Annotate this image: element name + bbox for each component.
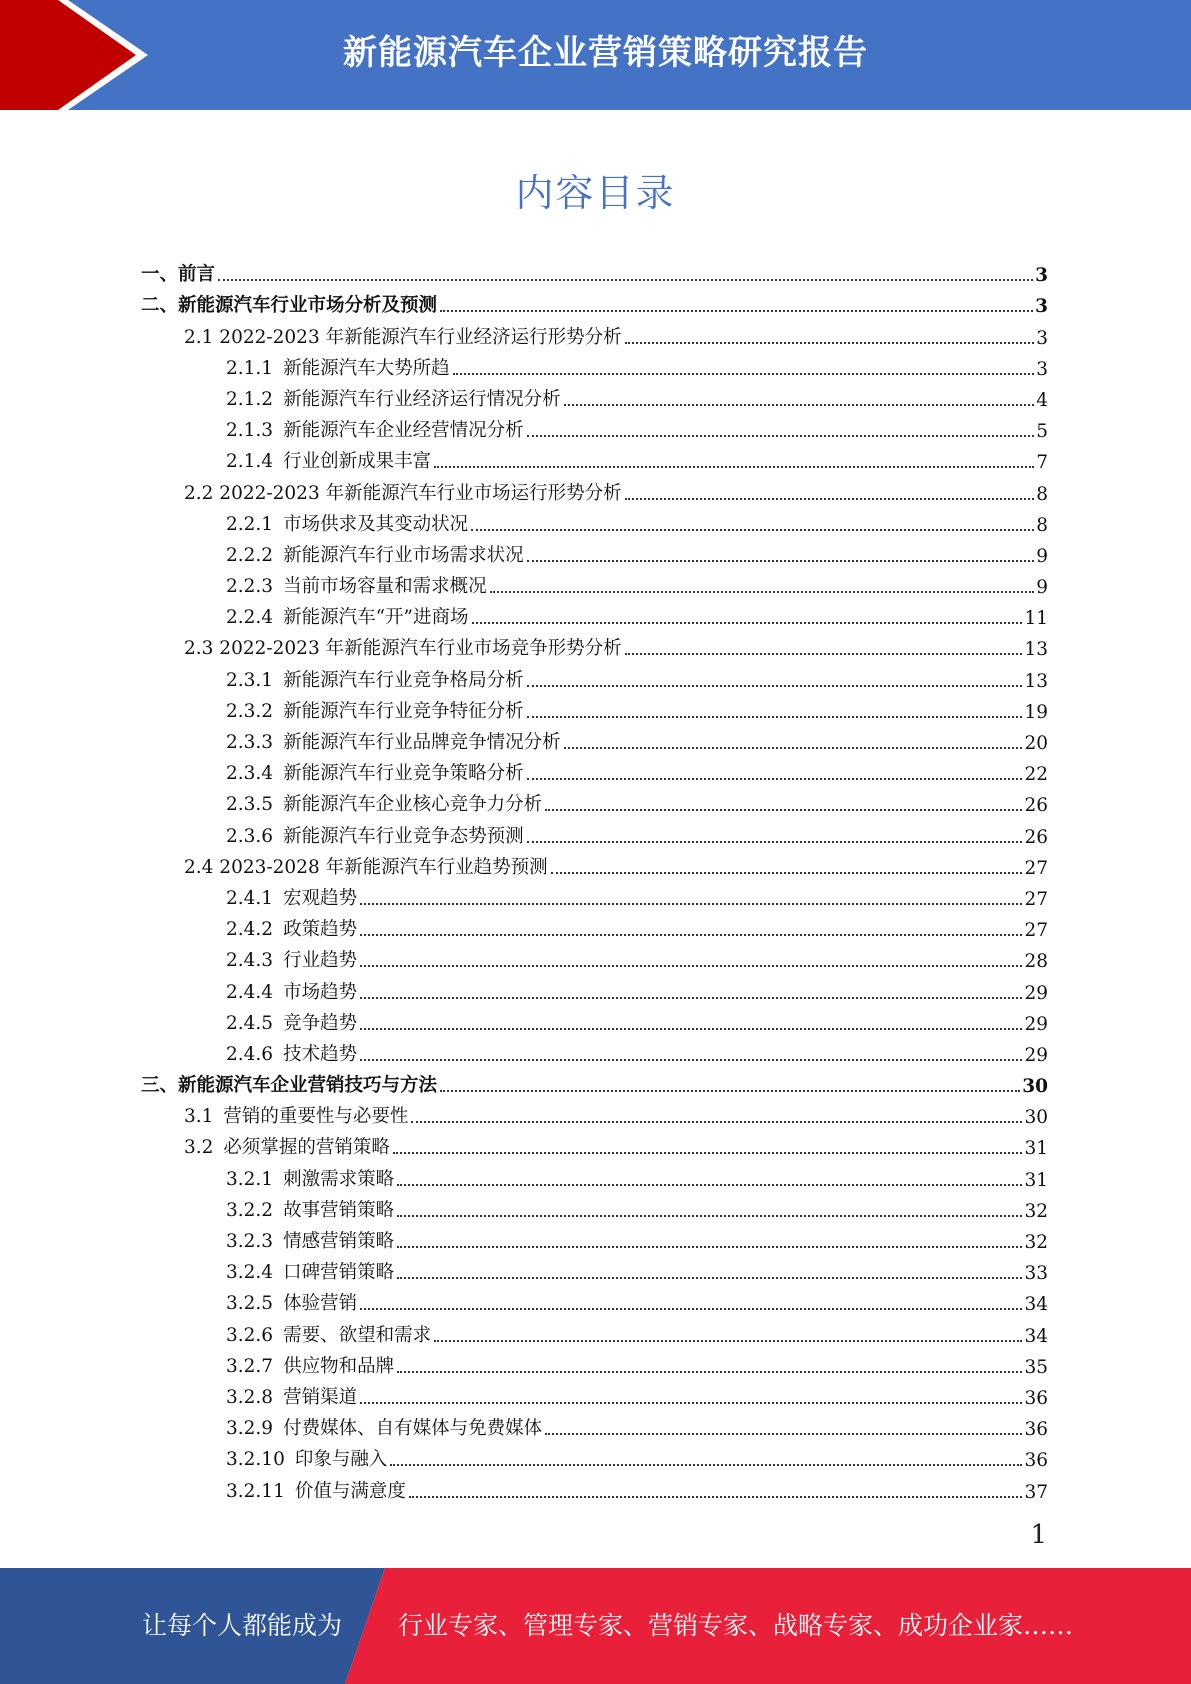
toc-entry-title bbox=[184, 479, 622, 505]
toc-entry[interactable] bbox=[141, 629, 1048, 660]
toc-entry[interactable] bbox=[141, 1471, 1048, 1502]
toc-entry-page: 31 bbox=[1024, 1169, 1048, 1191]
toc-entry-title bbox=[226, 1258, 394, 1284]
toc-entry-number: 2.4.6 bbox=[226, 1043, 274, 1065]
toc-entry-title bbox=[226, 1227, 394, 1253]
toc-entry-page: 3 bbox=[1036, 327, 1048, 349]
toc-entry-text: 2.2 2022-2023 年新能源汽车行业市场运行形势分析 bbox=[184, 482, 622, 504]
toc-entry-page: 27 bbox=[1024, 920, 1048, 942]
toc-dot-leader bbox=[360, 1059, 1022, 1061]
toc-dot-leader bbox=[393, 1152, 1023, 1154]
toc-entry-text: 新能源汽车行业经济运行情况分析 bbox=[283, 388, 561, 410]
toc-entry-title bbox=[226, 1165, 394, 1191]
toc-entry-page: 31 bbox=[1024, 1138, 1048, 1160]
toc-entry-title bbox=[141, 1071, 437, 1097]
toc-dot-leader bbox=[527, 435, 1035, 437]
toc-entry[interactable] bbox=[141, 1159, 1048, 1190]
footer-slogan-left: 让每个人都能成为 bbox=[142, 1611, 343, 1640]
toc-entry-text: 新能源汽车行业竞争态势预测 bbox=[283, 825, 524, 847]
toc-entry[interactable] bbox=[141, 411, 1048, 442]
toc-entry-number: 2.3.6 bbox=[226, 825, 274, 847]
toc-entry-title bbox=[226, 510, 468, 536]
toc-entry-title bbox=[226, 572, 487, 598]
toc-entry-text: 2.4 2023-2028 年新能源汽车行业趋势预测 bbox=[184, 856, 548, 878]
toc-dot-leader bbox=[360, 934, 1022, 936]
toc-entry-page: 26 bbox=[1024, 795, 1048, 817]
toc-entry-number: 3.2.10 bbox=[226, 1449, 285, 1471]
toc-entry-title bbox=[184, 323, 622, 349]
toc-entry[interactable] bbox=[141, 473, 1048, 504]
toc-entry-page: 29 bbox=[1024, 1044, 1048, 1066]
toc-dot-leader bbox=[411, 1121, 1022, 1123]
toc-entry-text: 技术趋势 bbox=[283, 1043, 358, 1065]
toc-entry-page: 30 bbox=[1022, 1076, 1048, 1098]
toc-entry-title bbox=[226, 603, 469, 629]
toc-entry-title bbox=[226, 759, 524, 785]
toc-entry-text: 三、新能源汽车企业营销技巧与方法 bbox=[141, 1075, 438, 1097]
toc-entry-number: 3.2.7 bbox=[226, 1355, 274, 1377]
toc-entry-text: 当前市场容量和需求概况 bbox=[283, 576, 487, 598]
toc-dot-leader bbox=[397, 1184, 1022, 1186]
toc-entry-title bbox=[226, 1477, 406, 1503]
toc-entry[interactable] bbox=[141, 1347, 1048, 1378]
toc-dot-leader bbox=[360, 1028, 1022, 1030]
toc-entry-text: 一、前言 bbox=[141, 264, 216, 286]
toc-heading: 内容目录 bbox=[515, 171, 676, 215]
toc-entry-page: 8 bbox=[1036, 483, 1048, 505]
toc-dot-leader bbox=[360, 997, 1022, 999]
toc-dot-leader bbox=[440, 1090, 1020, 1092]
toc-entry-number: 2.1.3 bbox=[226, 420, 274, 442]
toc-entry-page: 8 bbox=[1036, 514, 1048, 536]
toc-dot-leader bbox=[434, 1340, 1022, 1342]
toc-entry-text: 体验营销 bbox=[283, 1293, 358, 1315]
toc-entry-page: 19 bbox=[1024, 701, 1048, 723]
toc-entry-title bbox=[226, 946, 357, 972]
toc-entry-title bbox=[184, 634, 622, 660]
toc-entry[interactable] bbox=[141, 816, 1048, 847]
toc-entry-number: 2.2.1 bbox=[226, 513, 274, 535]
toc-dot-leader bbox=[390, 1464, 1022, 1466]
toc-dot-leader bbox=[360, 965, 1022, 967]
toc-entry-title bbox=[226, 1009, 357, 1035]
toc-dot-leader bbox=[409, 1496, 1023, 1498]
toc-entry-text: 情感营销策略 bbox=[283, 1231, 395, 1252]
toc-entry-text: 口碑营销策略 bbox=[283, 1262, 395, 1284]
toc-entry-text: 印象与融入 bbox=[294, 1449, 388, 1471]
toc-dot-leader bbox=[397, 1215, 1022, 1217]
toc-dot-leader bbox=[397, 1246, 1022, 1248]
toc-entry-page: 28 bbox=[1024, 951, 1048, 973]
toc-dot-leader bbox=[625, 653, 1023, 655]
toc-entry-text: 2.1 2022-2023 年新能源汽车行业经济运行形势分析 bbox=[184, 326, 622, 348]
toc-entry-number: 2.3.4 bbox=[226, 763, 274, 785]
toc-entry-title bbox=[226, 822, 524, 848]
toc-dot-leader bbox=[360, 1402, 1022, 1404]
toc-entry-title bbox=[226, 1414, 542, 1440]
toc-entry-page: 26 bbox=[1024, 826, 1048, 848]
toc-entry-text: 行业趋势 bbox=[283, 950, 358, 972]
toc-entry-page: 3 bbox=[1036, 358, 1048, 380]
toc-entry-text: 市场趋势 bbox=[283, 981, 358, 1003]
toc-entry-title bbox=[226, 416, 524, 442]
toc-entry-title bbox=[226, 915, 357, 941]
toc-entry-text: 付费媒体、自有媒体与免费媒体 bbox=[283, 1418, 543, 1440]
toc-entry-text: 新能源汽车企业核心竞争力分析 bbox=[283, 794, 543, 816]
toc-entry-number: 3.2.11 bbox=[226, 1480, 285, 1502]
toc-entry-number: 3.2.2 bbox=[226, 1199, 274, 1221]
toc-entry-page: 33 bbox=[1024, 1263, 1048, 1285]
toc-entry-page: 11 bbox=[1024, 608, 1048, 630]
toc-entry[interactable] bbox=[141, 972, 1048, 1003]
toc-entry-page: 3 bbox=[1035, 265, 1048, 287]
toc-entry[interactable] bbox=[141, 536, 1048, 567]
toc-entry[interactable] bbox=[141, 567, 1048, 598]
toc-dot-leader bbox=[545, 809, 1022, 811]
toc-entry-number: 2.4.5 bbox=[226, 1012, 274, 1034]
toc-entry-page: 3 bbox=[1035, 296, 1048, 318]
toc-entry-text: 营销渠道 bbox=[283, 1386, 358, 1408]
toc-entry[interactable] bbox=[141, 598, 1048, 629]
toc-entry[interactable] bbox=[141, 754, 1048, 785]
toc-entry-number: 3.1 bbox=[184, 1106, 214, 1128]
toc-entry-number: 3.2.1 bbox=[226, 1168, 274, 1190]
toc-entry[interactable] bbox=[141, 1315, 1048, 1346]
toc-entry-page: 22 bbox=[1024, 764, 1048, 786]
toc-entry-text: 供应物和品牌 bbox=[283, 1355, 395, 1377]
toc-entry[interactable] bbox=[141, 848, 1048, 879]
toc-dot-leader bbox=[527, 841, 1023, 843]
toc-entry-text: 市场供求及其变动状况 bbox=[283, 513, 469, 535]
toc-entry-title bbox=[226, 385, 561, 411]
toc-entry-text: 故事营销策略 bbox=[283, 1199, 395, 1221]
toc-entry[interactable] bbox=[141, 1191, 1048, 1222]
toc-entry-page: 27 bbox=[1024, 857, 1048, 879]
toc-entry[interactable] bbox=[141, 349, 1048, 380]
toc-entry-text: 新能源汽车行业竞争特征分析 bbox=[283, 700, 524, 722]
toc-entry-page: 36 bbox=[1024, 1450, 1048, 1472]
toc-dot-leader bbox=[218, 279, 1033, 281]
toc-entry[interactable] bbox=[141, 723, 1048, 754]
toc-entry-number: 2.3.5 bbox=[226, 794, 274, 816]
toc-dot-leader bbox=[527, 685, 1023, 687]
toc-entry[interactable] bbox=[141, 1222, 1048, 1253]
toc-entry-number: 3.2.9 bbox=[226, 1418, 274, 1440]
toc-entry[interactable] bbox=[141, 1378, 1048, 1409]
toc-entry[interactable] bbox=[141, 941, 1048, 972]
toc-entry-number: 2.2.2 bbox=[226, 544, 274, 566]
toc-entry-title bbox=[226, 354, 450, 380]
toc-entry-title bbox=[141, 291, 437, 317]
toc-entry-page: 36 bbox=[1024, 1419, 1048, 1441]
toc-entry-page: 36 bbox=[1024, 1387, 1048, 1409]
toc-entry[interactable] bbox=[141, 1097, 1048, 1128]
toc-entry-number: 2.1.1 bbox=[226, 357, 274, 379]
page-header bbox=[0, 0, 1191, 110]
toc-entry-page: 37 bbox=[1024, 1481, 1048, 1503]
toc-entry[interactable] bbox=[141, 505, 1048, 536]
toc-entry-number: 2.2.4 bbox=[226, 607, 274, 629]
toc-entry-number: 3.2.3 bbox=[226, 1231, 274, 1252]
toc-entry-title bbox=[184, 1133, 390, 1159]
toc-entry-title bbox=[226, 1321, 431, 1347]
toc-dot-leader bbox=[527, 560, 1035, 562]
footer-slogan-right: 行业专家、管理专家、营销专家、战略专家、成功企业家…… bbox=[398, 1611, 1074, 1640]
toc-entry[interactable] bbox=[141, 255, 1048, 286]
toc-entry-title bbox=[226, 1040, 357, 1066]
page-footer bbox=[0, 1568, 1191, 1684]
toc-entry[interactable] bbox=[141, 1440, 1048, 1471]
report-title: 新能源汽车企业营销策略研究报告 bbox=[343, 33, 868, 73]
toc-entry-page: 35 bbox=[1024, 1356, 1048, 1378]
toc-entry-page: 7 bbox=[1036, 452, 1048, 474]
toc-entry-page: 27 bbox=[1024, 888, 1048, 910]
toc-entry-title bbox=[226, 1289, 357, 1315]
toc-entry-text: 新能源汽车行业市场需求状况 bbox=[283, 544, 524, 566]
toc-entry[interactable] bbox=[141, 1409, 1048, 1440]
toc-entry-title bbox=[226, 666, 524, 692]
toc-entry-text: 新能源汽车行业品牌竞争情况分析 bbox=[283, 732, 561, 753]
toc-entry-page: 13 bbox=[1024, 639, 1048, 661]
toc-entry-page: 30 bbox=[1024, 1107, 1048, 1129]
toc-entry[interactable] bbox=[141, 380, 1048, 411]
toc-entry-page: 4 bbox=[1036, 389, 1048, 411]
toc-entry-number: 3.2 bbox=[184, 1137, 214, 1159]
toc-entry[interactable] bbox=[141, 785, 1048, 816]
toc-entry-text: 新能源汽车行业竞争格局分析 bbox=[283, 669, 524, 691]
toc-entry-text: 竞争趋势 bbox=[283, 1012, 358, 1034]
toc-entry[interactable] bbox=[141, 442, 1048, 473]
toc-entry-title bbox=[226, 1352, 394, 1378]
toc-dot-leader bbox=[397, 1371, 1022, 1373]
toc-entry-text: 新能源汽车“开”进商场 bbox=[283, 607, 469, 629]
toc-entry-number: 2.1.4 bbox=[226, 451, 274, 473]
toc-dot-leader bbox=[360, 1308, 1022, 1310]
toc-entry-text: 新能源汽车大势所趋 bbox=[283, 357, 450, 379]
toc-entry-text: 刺激需求策略 bbox=[283, 1168, 395, 1190]
toc-dot-leader bbox=[453, 373, 1035, 375]
toc-entry[interactable] bbox=[141, 660, 1048, 691]
table-of-contents bbox=[141, 255, 1048, 1503]
toc-entry-page: 5 bbox=[1036, 421, 1048, 443]
toc-entry[interactable] bbox=[141, 317, 1048, 348]
toc-entry[interactable] bbox=[141, 1284, 1048, 1315]
toc-entry-title bbox=[226, 728, 561, 754]
toc-entry[interactable] bbox=[141, 1066, 1048, 1097]
toc-dot-leader bbox=[490, 591, 1035, 593]
toc-dot-leader bbox=[440, 310, 1033, 312]
toc-entry-text: 行业创新成果丰富 bbox=[283, 451, 432, 473]
toc-dot-leader bbox=[564, 404, 1035, 406]
toc-dot-leader bbox=[625, 498, 1035, 500]
toc-entry-title bbox=[226, 541, 524, 567]
toc-dot-leader bbox=[527, 716, 1023, 718]
toc-entry-text: 宏观趋势 bbox=[283, 887, 358, 909]
toc-entry-page: 9 bbox=[1036, 577, 1048, 599]
page-number: 1 bbox=[1030, 1520, 1047, 1550]
toc-dot-leader bbox=[545, 1433, 1022, 1435]
toc-entry-number: 2.4.1 bbox=[226, 887, 274, 909]
toc-entry-title bbox=[226, 790, 542, 816]
toc-entry-page: 9 bbox=[1036, 545, 1048, 567]
toc-entry-page: 34 bbox=[1024, 1325, 1048, 1347]
toc-entry-text: 必须掌握的营销策略 bbox=[223, 1137, 390, 1159]
toc-entry-number: 2.4.2 bbox=[226, 919, 274, 941]
toc-entry[interactable] bbox=[141, 910, 1048, 941]
toc-entry[interactable] bbox=[141, 1004, 1048, 1035]
toc-entry-number: 2.4.4 bbox=[226, 981, 274, 1003]
toc-dot-leader bbox=[471, 529, 1034, 531]
toc-entry-text: 新能源汽车企业经营情况分析 bbox=[283, 420, 524, 442]
toc-dot-leader bbox=[551, 872, 1023, 874]
toc-entry-title bbox=[184, 853, 548, 879]
toc-dot-leader bbox=[625, 342, 1035, 344]
toc-entry-number: 3.2.4 bbox=[226, 1262, 274, 1284]
toc-entry-title bbox=[226, 1383, 357, 1409]
toc-entry-text: 价值与满意度 bbox=[294, 1480, 406, 1502]
toc-entry-number: 3.2.5 bbox=[226, 1293, 274, 1315]
toc-entry-page: 29 bbox=[1024, 1013, 1048, 1035]
toc-entry-text: 营销的重要性与必要性 bbox=[223, 1106, 409, 1128]
toc-entry-page: 20 bbox=[1024, 733, 1048, 754]
toc-entry-title bbox=[226, 1445, 387, 1471]
toc-entry-number: 2.1.2 bbox=[226, 388, 274, 410]
toc-entry-text: 2.3 2022-2023 年新能源汽车行业市场竞争形势分析 bbox=[184, 638, 622, 660]
toc-dot-leader bbox=[472, 622, 1023, 624]
toc-entry[interactable] bbox=[141, 1128, 1048, 1159]
toc-entry-number: 3.2.8 bbox=[226, 1386, 274, 1408]
toc-entry-number: 2.3.3 bbox=[226, 732, 274, 753]
toc-entry-text: 新能源汽车行业竞争策略分析 bbox=[283, 763, 524, 785]
toc-dot-leader bbox=[397, 1277, 1022, 1279]
toc-entry[interactable] bbox=[141, 879, 1048, 910]
toc-dot-leader bbox=[564, 747, 1023, 749]
toc-entry-number: 2.3.1 bbox=[226, 669, 274, 691]
toc-dot-leader bbox=[434, 466, 1034, 468]
toc-entry-text: 政策趋势 bbox=[283, 919, 358, 941]
toc-entry-page: 13 bbox=[1024, 670, 1048, 692]
toc-entry-number: 2.4.3 bbox=[226, 950, 274, 972]
toc-entry-title bbox=[226, 978, 357, 1004]
toc-entry-number: 3.2.6 bbox=[226, 1324, 274, 1346]
toc-entry-page: 34 bbox=[1024, 1294, 1048, 1316]
toc-entry-title bbox=[141, 260, 215, 286]
toc-entry[interactable] bbox=[141, 1035, 1048, 1066]
toc-entry-title bbox=[184, 1102, 408, 1128]
toc-entry-text: 需要、欲望和需求 bbox=[283, 1324, 432, 1346]
toc-entry-page: 29 bbox=[1024, 982, 1048, 1004]
toc-entry-number: 2.3.2 bbox=[226, 700, 274, 722]
toc-entry-title bbox=[226, 1196, 394, 1222]
toc-entry-text: 二、新能源汽车行业市场分析及预测 bbox=[141, 295, 438, 317]
toc-entry-page: 32 bbox=[1024, 1232, 1048, 1253]
toc-dot-leader bbox=[527, 778, 1023, 780]
toc-dot-leader bbox=[360, 903, 1022, 905]
toc-entry-page: 32 bbox=[1024, 1200, 1048, 1222]
toc-entry-title bbox=[226, 447, 431, 473]
toc-entry-title bbox=[226, 884, 357, 910]
toc-entry-title bbox=[226, 697, 524, 723]
toc-entry[interactable] bbox=[141, 692, 1048, 723]
toc-entry-number: 2.2.3 bbox=[226, 576, 274, 598]
toc-entry[interactable] bbox=[141, 1253, 1048, 1284]
toc-entry[interactable] bbox=[141, 286, 1048, 317]
